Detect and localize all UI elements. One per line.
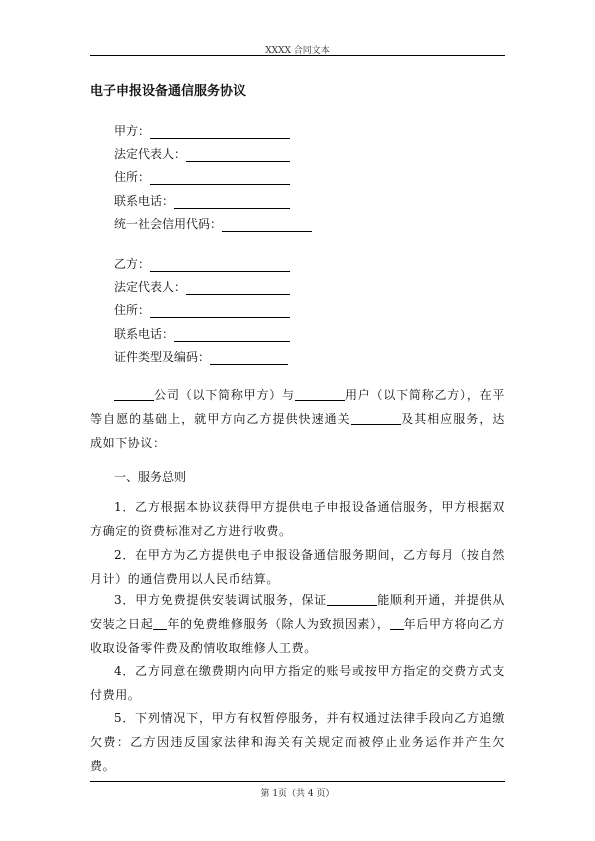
party-b-id-blank[interactable]: [210, 351, 288, 365]
party-b-id-label: 证件类型及编码：: [114, 350, 211, 364]
clause-3-text-b: 能顺利开通，并提供从安装之日起: [90, 593, 505, 631]
party-b-rep-row: [114, 279, 290, 295]
page-number: 第 1页（共 4 页）: [260, 789, 335, 799]
clause-3-text-d: 年后甲方将向乙方收取设备零件费及酌情收取维修人工费。: [90, 617, 505, 655]
clause-3: [90, 588, 505, 660]
intro-blank-service[interactable]: [351, 410, 401, 425]
party-a-name-blank[interactable]: [150, 125, 290, 139]
party-b-id-row: [114, 349, 288, 365]
clause-5: 5．下列情况下，甲方有权暂停服务，并有权通过法律手段向乙方追缴欠费：乙方因违反国家法律和海关有关规定而被停止业务运作并产生欠费。: [90, 711, 505, 773]
party-a-phone-row: [114, 193, 290, 209]
clause-3-text-a: 3．甲方免费提供安装调试服务，保证: [114, 593, 328, 607]
footer-divider: [90, 781, 505, 782]
party-a-address-label: 住所：: [114, 170, 151, 184]
party-a-rep-row: [114, 146, 290, 162]
party-b-name-blank[interactable]: [150, 258, 290, 272]
intro-text-1: 公司（以下简称甲方）与: [154, 388, 295, 402]
party-a-phone-blank[interactable]: [174, 195, 290, 209]
intro-blank-company[interactable]: [114, 386, 154, 401]
page-header: XXXX 合同文本: [265, 46, 330, 56]
clause-3-blank-after-years[interactable]: [390, 615, 404, 630]
party-b-address-blank[interactable]: [150, 304, 290, 318]
clause-2: 2．在甲方为乙方提供电子申报设备通信服务期间，乙方每月（按自然月计）的通信费用以人民币结算。: [90, 548, 505, 586]
party-a-address-row: [114, 169, 290, 185]
party-b-name-row: [114, 256, 290, 272]
intro-paragraph: [90, 383, 505, 455]
party-a-rep-blank[interactable]: [186, 148, 290, 162]
party-b-phone-row: [114, 326, 290, 342]
party-a-name-label: 甲方：: [114, 124, 151, 138]
clause-3-blank-item[interactable]: [327, 591, 377, 606]
party-a-credit-code-row: [114, 216, 312, 232]
party-a-phone-label: 联系电话：: [114, 194, 175, 208]
party-b-rep-blank[interactable]: [186, 281, 290, 295]
party-a-credit-code-label: 统一社会信用代码：: [114, 217, 223, 231]
header-divider: [90, 55, 505, 56]
intro-blank-user[interactable]: [295, 386, 345, 401]
party-b-address-label: 住所：: [114, 303, 151, 317]
clause-3-blank-years[interactable]: [153, 615, 167, 630]
section-heading: 一、服务总则: [114, 470, 187, 484]
clause-4: 4．乙方同意在缴费期内向甲方指定的账号或按甲方指定的交费方式支付费用。: [90, 664, 505, 702]
intro-text-2: 用户（以下简称乙方），在平等自愿的基础上，就甲方向乙方提供快速通关: [90, 388, 505, 426]
party-b-rep-label: 法定代表人：: [114, 280, 187, 294]
clause-3-text-c: 年的免费维修服务（除人为致损因素），: [167, 617, 390, 631]
document-title: 电子申报设备通信服务协议: [90, 84, 247, 99]
party-a-name-row: [114, 123, 290, 139]
clause-1: 1．乙方根据本协议获得甲方提供电子申报设备通信服务，甲方根据双方确定的资费标准对乙方进行收费。: [90, 500, 505, 538]
party-b-phone-label: 联系电话：: [114, 327, 175, 341]
party-a-credit-code-blank[interactable]: [222, 218, 312, 232]
party-a-rep-label: 法定代表人：: [114, 147, 187, 161]
party-b-phone-blank[interactable]: [174, 328, 290, 342]
party-a-address-blank[interactable]: [150, 171, 290, 185]
party-b-address-row: [114, 302, 290, 318]
party-b-name-label: 乙方：: [114, 257, 151, 271]
intro-text-3: 及其相应服务，达成如下协议：: [90, 412, 505, 450]
